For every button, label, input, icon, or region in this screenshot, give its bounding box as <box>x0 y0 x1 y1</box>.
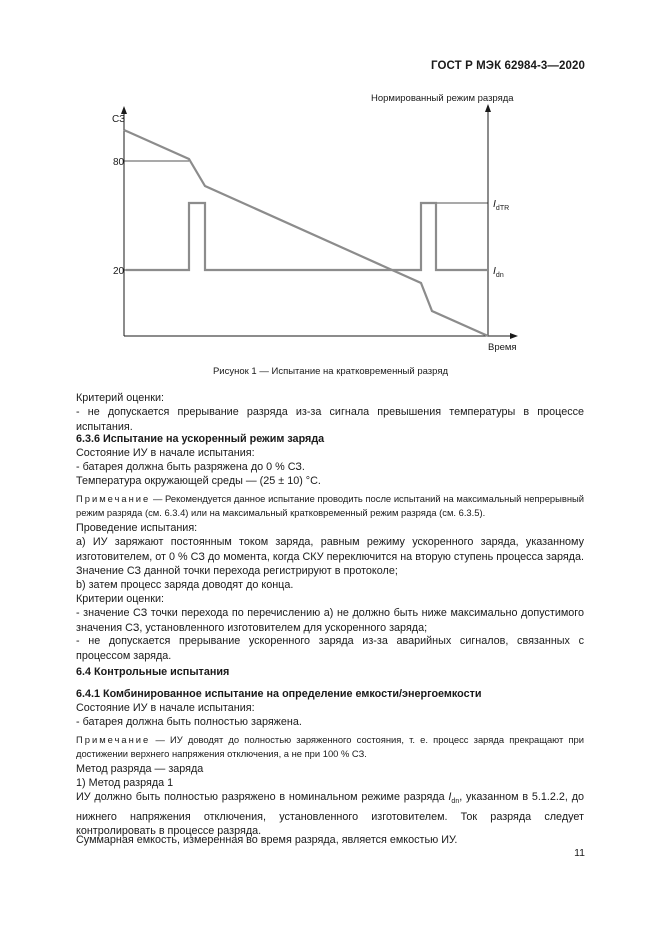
y-axis-right-arrow <box>485 104 491 112</box>
paragraph: Критерий оценки: <box>76 392 165 404</box>
paragraph: Температура окружающей среды — (25 ± 10) °С. <box>76 475 321 487</box>
section-heading: 6.3.6 Испытание на ускоренный режим заряда <box>76 433 325 445</box>
figure-caption: Рисунок 1 — Испытание на кратковременный разряд <box>212 366 449 377</box>
symbol-sub: dn <box>451 798 460 806</box>
paragraph: - батарея должна быть полностью заряжена. <box>76 716 302 728</box>
paragraph: - значение СЗ точки перехода по перечислению а) не должно быть ниже максимально допустимого значения СЗ, установленного изготовителем для ускоренного заряда; <box>76 607 584 634</box>
y-axis-left-arrow <box>121 106 127 114</box>
note-label: Примечание <box>76 734 151 745</box>
tick-20-label: 20 <box>113 266 125 277</box>
paragraph: Суммарная емкость, измеренная во время разряда, является емкостью ИУ. <box>76 834 458 846</box>
note <box>76 492 584 519</box>
document-header: ГОСТ Р МЭК 62984-3—2020 <box>431 60 585 72</box>
paragraph <box>76 790 584 839</box>
paragraph: Проведение испытания: <box>76 522 198 534</box>
idn-label: $I_{dn}$ <box>493 265 504 279</box>
paragraph: а) ИУ заряжают постоянным током заряда, равным режиму ускоренного заряда, указанному изготовителем, от 0 % СЗ до момента, когда СКУ переключится на вторую ступень процесса заряда. Значение СЗ данной точки перехода регистрируют в протоколе; <box>76 536 584 577</box>
note-text: — Рекомендуется данное испытание проводить после испытаний на максимальный непрерывный режим разряда (см. 6.3.4) или на максимальный кратковременный режим разряда (см. 6.3.5). <box>76 493 584 518</box>
subsection-heading: 6.4.1 Комбинированное испытание на определение емкости/энергоемкости <box>76 688 482 700</box>
discharge-current-curve <box>126 203 488 270</box>
paragraph: - батарея должна быть разряжена до 0 % СЗ. <box>76 461 305 473</box>
note-text: — ИУ доводят до полностью заряженного состояния, т. е. процесс заряда прекращают при достижении верхнего напряжения отключения, а не при 100 % СЗ. <box>76 734 584 759</box>
text-run: ИУ должно быть полностью разряжено в номинальном режиме разряда <box>76 791 449 803</box>
paragraph: Состояние ИУ в начале испытания: <box>76 702 255 714</box>
right-axis-label: Нормированный режим разряда <box>371 93 514 104</box>
paragraph: - не допускается прерывание ускоренного заряда из-за аварийных сигналов, связанных с процессом заряда. <box>76 635 584 662</box>
paragraph: 1) Метод разряда 1 <box>76 777 174 789</box>
paragraph: Критерии оценки: <box>76 593 165 605</box>
paragraph: Состояние ИУ в начале испытания: <box>76 447 255 459</box>
symbol-i: I <box>448 791 452 803</box>
paragraph: - не допускается прерывание разряда из-за сигнала превышения температуры в процессе испытания. <box>76 406 584 433</box>
discharge-test-figure <box>0 0 661 380</box>
x-axis-arrow <box>510 333 518 339</box>
idtr-label: $I_{dTR}$ <box>493 198 510 212</box>
note-label: Примечание <box>76 493 151 504</box>
paragraph: b) затем процесс заряда доводят до конца. <box>76 579 294 591</box>
note <box>76 733 584 760</box>
page-number: 11 <box>574 847 585 859</box>
text-run: , указанном в 5.1.2.2, до нижнего напряжения отключения, установленного изготовителем. Ток разряда следует контролировать в процессе разряда. <box>76 791 584 838</box>
y-axis-label: СЗ <box>112 114 126 125</box>
section-heading: 6.4 Контрольные испытания <box>76 666 230 678</box>
paragraph: Метод разряда — заряда <box>76 763 204 775</box>
tick-80-label: 80 <box>113 157 125 168</box>
x-axis-label: Время <box>488 342 517 353</box>
